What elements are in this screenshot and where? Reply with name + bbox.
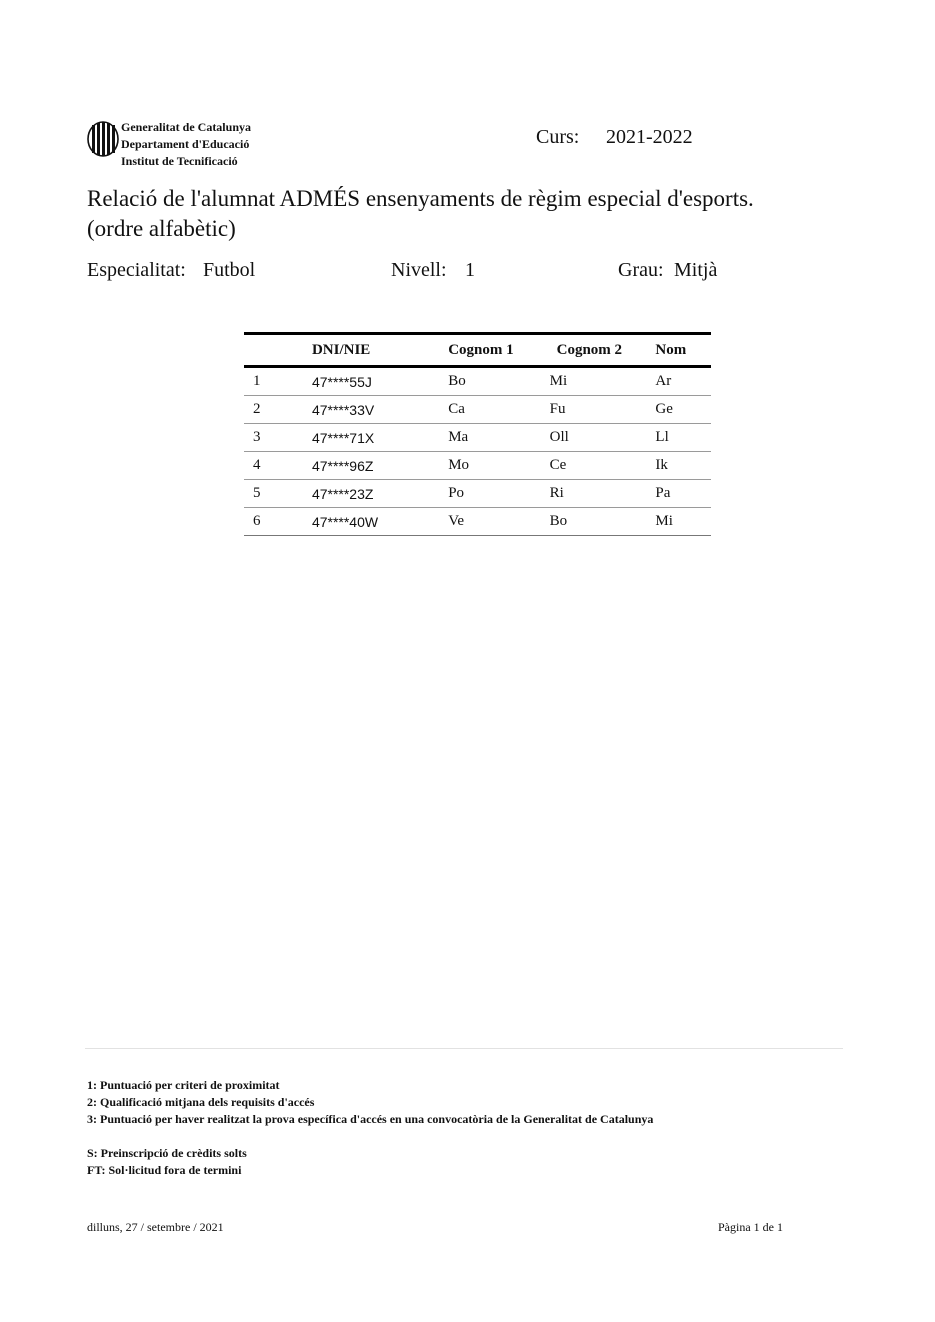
row-cognom2: Bo [550,508,656,536]
col-index-header [244,334,297,367]
page-title [87,184,847,244]
row-cognom1: Bo [448,367,549,396]
row-index: 4 [244,452,297,480]
page-number: Pàgina 1 de 1 [718,1220,783,1234]
row-cognom1: Ca [448,396,549,424]
generalitat-logo-icon [87,121,119,157]
row-cognom1: Ma [448,424,549,452]
note-spacer [87,1128,653,1145]
row-nom: Ar [655,367,711,396]
col-nom-header: Nom [655,334,711,367]
row-dni: 47****55J [297,367,448,396]
row-cognom2: Oll [550,424,656,452]
title-line-2: (ordre alfabètic) [87,216,236,241]
row-nom: Ik [655,452,711,480]
col-dni-header: DNI/NIE [297,334,448,367]
note-ft: FT: Sol·licitud fora de termini [87,1163,242,1177]
footer-date: dilluns, 27 / setembre / 2021 [87,1220,224,1234]
row-index: 3 [244,424,297,452]
row-nom: Ll [655,424,711,452]
title-line-1: Relació de l'alumnat ADMÉS ensenyaments de règim especial d'esports. [87,186,754,211]
table-row [244,424,711,452]
table-row [244,396,711,424]
especialitat-label: Especialitat: [87,259,186,281]
legend-notes [87,1077,653,1179]
row-dni: 47****33V [297,396,448,424]
org-line-2: Departament d'Educació [121,137,250,151]
note-1: 1: Puntuació per criteri de proximitat [87,1078,280,1092]
row-cognom1: Po [448,480,549,508]
table-row [244,480,711,508]
table-row [244,508,711,536]
row-cognom2: Mi [550,367,656,396]
row-cognom1: Ve [448,508,549,536]
nivell-value: 1 [465,259,475,281]
row-nom: Pa [655,480,711,508]
grau-value: Mitjà [674,259,718,281]
row-cognom2: Ri [550,480,656,508]
org-line-1: Generalitat de Catalunya [121,120,251,134]
row-dni: 47****71X [297,424,448,452]
curs-value: 2021-2022 [606,126,693,148]
row-nom: Ge [655,396,711,424]
row-nom: Mi [655,508,711,536]
note-s: S: Preinscripció de crèdits solts [87,1146,247,1160]
table-row [244,367,711,396]
col-cognom2-header: Cognom 2 [550,334,656,367]
row-dni: 47****96Z [297,452,448,480]
grau-label: Grau: [618,259,664,281]
footer-divider [85,1048,843,1049]
row-dni: 47****40W [297,508,448,536]
curs-label: Curs: [536,126,580,148]
row-cognom2: Fu [550,396,656,424]
note-2: 2: Qualificació mitjana dels requisits d'accés [87,1095,315,1109]
nivell-label: Nivell: [391,259,447,281]
col-cognom1-header: Cognom 1 [448,334,549,367]
row-index: 6 [244,508,297,536]
row-dni: 47****23Z [297,480,448,508]
row-index: 1 [244,367,297,396]
row-index: 5 [244,480,297,508]
students-table [244,332,711,536]
row-index: 2 [244,396,297,424]
especialitat-value: Futbol [203,259,256,281]
row-cognom2: Ce [550,452,656,480]
row-cognom1: Mo [448,452,549,480]
table-header-row [244,334,711,367]
org-line-3: Institut de Tecnificació [121,154,238,168]
note-3: 3: Puntuació per haver realitzat la prova específica d'accés en una convocatòria de la Generalitat de Catalunya [87,1112,654,1126]
organization-block [121,119,251,170]
table-row [244,452,711,480]
